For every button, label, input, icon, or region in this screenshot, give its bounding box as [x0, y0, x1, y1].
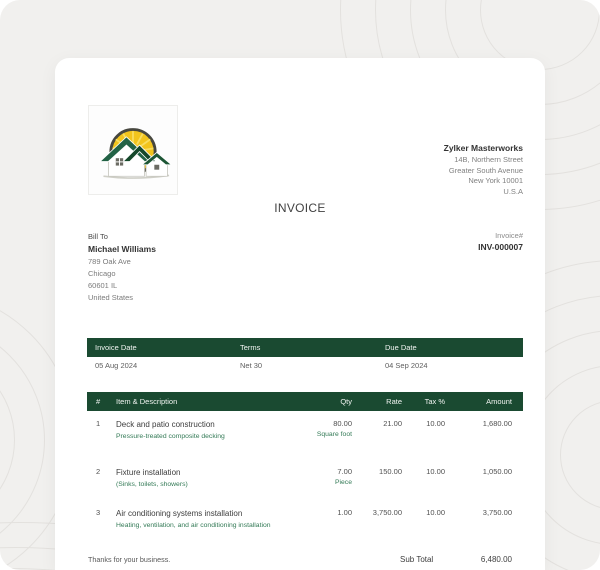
bill-to-address-line: Chicago: [88, 269, 116, 278]
subtotal-label: Sub Total: [400, 555, 434, 564]
col-header-description: Item & Description: [116, 397, 178, 406]
bill-to-address-line: 789 Oak Ave: [88, 257, 131, 266]
item-number: 2: [96, 467, 101, 476]
invoice-date-header: Invoice Date: [95, 343, 137, 352]
date-values-row: [87, 361, 523, 370]
item-subtext: (Sinks, toilets, showers): [116, 481, 188, 488]
company-address-line: New York 10001: [468, 176, 523, 185]
item-rate: 21.00: [383, 419, 402, 428]
terms-value: Net 30: [240, 361, 263, 370]
invoice-number-value: INV-000007: [478, 242, 523, 252]
table-row: [87, 467, 523, 513]
col-header-amount: Amount: [486, 397, 512, 406]
item-amount: 1,680.00: [482, 419, 512, 428]
item-qty-cell: [304, 508, 352, 519]
date-header-bar: [87, 338, 523, 357]
item-qty: 7.00: [337, 467, 352, 476]
terms-header: Terms: [240, 343, 261, 352]
invoice-number-label: Invoice#: [495, 231, 523, 240]
bill-to-label: Bill To: [88, 232, 108, 241]
item-qty: 80.00: [333, 419, 352, 428]
item-rate: 3,750.00: [372, 508, 402, 517]
company-address-line: U.S.A: [503, 186, 523, 196]
item-subtext: Heating, ventilation, and air conditioning installation: [116, 522, 271, 529]
item-tax: 10.00: [426, 419, 445, 428]
item-subtext: Pressure-treated composite decking: [116, 433, 225, 440]
due-date-header: Due Date: [385, 343, 417, 352]
invoice-card: [55, 58, 545, 570]
due-date-value: 04 Sep 2024: [385, 361, 428, 370]
table-row: [87, 508, 523, 554]
subtotal-value: 6,480.00: [480, 555, 512, 564]
document-title: INVOICE: [274, 201, 326, 215]
item-qty-cell: [304, 419, 352, 439]
col-header-tax: Tax %: [424, 397, 445, 406]
item-amount: 3,750.00: [482, 508, 512, 517]
item-name: Deck and patio construction: [116, 420, 215, 429]
item-rate: 150.00: [379, 467, 402, 476]
item-tax: 10.00: [426, 508, 445, 517]
item-unit: Piece: [334, 479, 352, 486]
col-header-rate: Rate: [386, 397, 402, 406]
item-tax: 10.00: [426, 467, 445, 476]
item-amount: 1,050.00: [482, 467, 512, 476]
invoice-date-value: 05 Aug 2024: [95, 361, 138, 370]
company-logo: [88, 105, 178, 195]
item-number: 3: [96, 508, 101, 517]
table-row: [87, 419, 523, 465]
item-qty: 1.00: [337, 508, 352, 517]
item-name: Fixture installation: [116, 468, 181, 477]
company-address-line: Greater South Avenue: [448, 165, 523, 175]
bill-to-block: [88, 230, 156, 304]
company-info: [444, 143, 523, 197]
company-name: Zylker Masterworks: [443, 143, 523, 153]
col-header-qty: Qty: [340, 397, 352, 406]
company-address-line: 14B, Northern Street: [454, 155, 523, 164]
col-header-num: #: [96, 397, 101, 406]
bill-to-address-line: United States: [88, 293, 134, 302]
item-qty-cell: [304, 467, 352, 487]
item-unit: Square foot: [316, 431, 352, 438]
items-table-header: [87, 392, 523, 411]
bill-to-address-line: 60601 IL: [88, 281, 118, 290]
thank-you-note: Thanks for your business.: [88, 555, 171, 564]
house-sun-logo-icon: [92, 109, 174, 191]
item-name: Air conditioning systems installation: [116, 509, 243, 518]
invoice-number-block: [478, 230, 523, 253]
item-number: 1: [96, 419, 101, 428]
bill-to-name: Michael Williams: [88, 244, 156, 254]
invoice-footer: [87, 555, 523, 570]
